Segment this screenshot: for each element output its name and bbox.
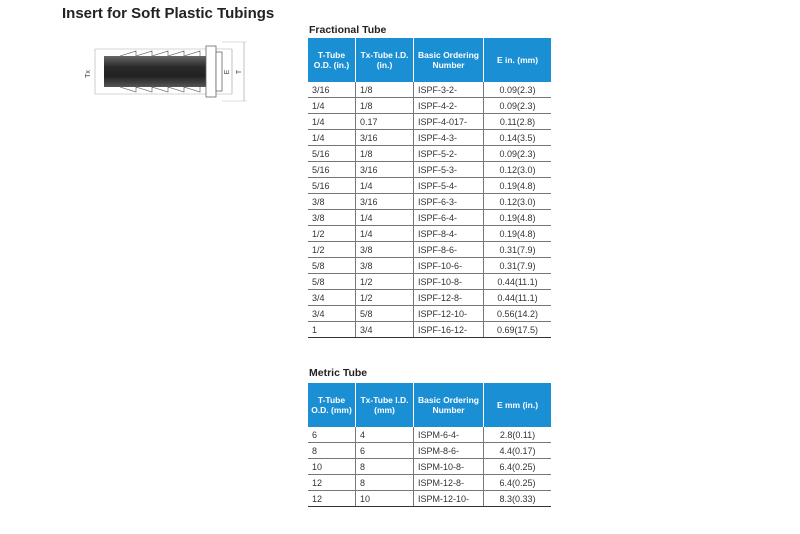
table-cell: 1/8 [356, 82, 414, 98]
table-cell: ISPM-8-6- [414, 443, 484, 459]
t-label: T [236, 69, 243, 75]
table-cell: 0.19(4.8) [484, 178, 552, 194]
table-cell: 3/16 [356, 162, 414, 178]
table-cell: 8 [356, 459, 414, 475]
column-header: Tx-Tube I.D. (in.) [356, 38, 414, 82]
metric-tube-title: Metric Tube [309, 367, 368, 379]
table-cell: ISPF-8-4- [414, 226, 484, 242]
table-header-row [308, 38, 551, 82]
table-cell: 1/8 [356, 98, 414, 114]
table-cell: 2.8(0.11) [484, 427, 552, 443]
table-cell: 0.11(2.8) [484, 114, 552, 130]
table-cell: ISPM-6-4- [414, 427, 484, 443]
table-cell: ISPF-3-2- [414, 82, 484, 98]
fractional-tube-table [308, 38, 551, 338]
table-cell: 1/2 [308, 226, 356, 242]
table-cell: ISPF-12-10- [414, 306, 484, 322]
table-cell: 0.12(3.0) [484, 194, 552, 210]
table-cell: 0.14(3.5) [484, 130, 552, 146]
table-cell: ISPM-12-8- [414, 475, 484, 491]
table-cell: 6 [308, 427, 356, 443]
table-cell: 12 [308, 475, 356, 491]
table-cell: 1/8 [356, 146, 414, 162]
table-cell: 3/16 [308, 82, 356, 98]
table-row [308, 475, 551, 491]
table-cell: 4 [356, 427, 414, 443]
table-header-row [308, 383, 551, 427]
table-cell: 0.44(11.1) [484, 290, 552, 306]
table-cell: 0.69(17.5) [484, 322, 552, 338]
table-cell: 3/4 [308, 290, 356, 306]
table-cell: ISPF-4-2- [414, 98, 484, 114]
table-cell: 3/4 [308, 306, 356, 322]
table-cell: ISPF-5-4- [414, 178, 484, 194]
table-cell: 3/8 [308, 194, 356, 210]
tx-label: Tx [85, 70, 92, 78]
metric-tube-table [308, 383, 551, 507]
table-cell: ISPF-6-4- [414, 210, 484, 226]
table-row [308, 130, 551, 146]
table-row [308, 210, 551, 226]
column-header: T-Tube O.D. (in.) [308, 38, 356, 82]
table-cell: ISPF-8-6- [414, 242, 484, 258]
table-row [308, 290, 551, 306]
table-cell: 0.31(7.9) [484, 258, 552, 274]
table-row [308, 322, 551, 338]
table-row [308, 146, 551, 162]
table-row [308, 491, 551, 507]
table-cell: 3/16 [356, 130, 414, 146]
table-cell: ISPF-5-2- [414, 146, 484, 162]
table-row [308, 226, 551, 242]
table-cell: 1/2 [356, 290, 414, 306]
table-cell: 5/8 [308, 274, 356, 290]
table-cell: 0.17 [356, 114, 414, 130]
table-cell: 5/8 [356, 306, 414, 322]
table-cell: 5/16 [308, 146, 356, 162]
table-cell: 0.09(2.3) [484, 82, 552, 98]
table-cell: 0.19(4.8) [484, 226, 552, 242]
table-cell: 6 [356, 443, 414, 459]
table-cell: ISPF-4-017- [414, 114, 484, 130]
table-cell: ISPF-4-3- [414, 130, 484, 146]
table-cell: ISPF-5-3- [414, 162, 484, 178]
table-cell: 0.09(2.3) [484, 98, 552, 114]
table-cell: 1/4 [356, 226, 414, 242]
table-cell: ISPM-12-10- [414, 491, 484, 507]
table-cell: 10 [308, 459, 356, 475]
table-cell: 6.4(0.25) [484, 475, 552, 491]
table-cell: 1/2 [308, 242, 356, 258]
column-header: E mm (in.) [484, 383, 552, 427]
column-header: Basic Ordering Number [414, 383, 484, 427]
insert-diagram [82, 36, 262, 116]
table-row [308, 194, 551, 210]
table-cell: 0.09(2.3) [484, 146, 552, 162]
table-row [308, 274, 551, 290]
table-cell: 1/4 [308, 114, 356, 130]
table-cell: 1 [308, 322, 356, 338]
table-cell: 3/8 [356, 242, 414, 258]
fractional-tube-body [308, 82, 551, 338]
table-cell: 0.12(3.0) [484, 162, 552, 178]
table-cell: 3/4 [356, 322, 414, 338]
table-cell: ISPF-16-12- [414, 322, 484, 338]
table-row [308, 258, 551, 274]
table-cell: 8.3(0.33) [484, 491, 552, 507]
table-cell: 5/8 [308, 258, 356, 274]
table-cell: 1/2 [356, 274, 414, 290]
table-cell: 3/8 [356, 258, 414, 274]
table-cell: 1/4 [308, 98, 356, 114]
table-cell: 1/4 [356, 210, 414, 226]
table-cell: 12 [308, 491, 356, 507]
table-row [308, 178, 551, 194]
table-row [308, 306, 551, 322]
table-cell: ISPF-10-8- [414, 274, 484, 290]
table-row [308, 242, 551, 258]
table-cell: 1/4 [308, 130, 356, 146]
table-cell: 0.31(7.9) [484, 242, 552, 258]
column-header: E in. (mm) [484, 38, 552, 82]
metric-tube-body [308, 427, 551, 507]
table-cell: 5/16 [308, 162, 356, 178]
table-cell: 6.4(0.25) [484, 459, 552, 475]
fractional-tube-title: Fractional Tube [309, 24, 387, 36]
table-cell: ISPM-10-8- [414, 459, 484, 475]
table-cell: 8 [308, 443, 356, 459]
table-cell: ISPF-6-3- [414, 194, 484, 210]
table-cell: 1/4 [356, 178, 414, 194]
table-cell: 8 [356, 475, 414, 491]
table-row [308, 82, 551, 98]
column-header: Basic Ordering Number [414, 38, 484, 82]
table-cell: 10 [356, 491, 414, 507]
table-row [308, 114, 551, 130]
column-header: T-Tube O.D. (mm) [308, 383, 356, 427]
table-row [308, 459, 551, 475]
column-header: Tx-Tube I.D. (mm) [356, 383, 414, 427]
table-cell: 0.56(14.2) [484, 306, 552, 322]
table-cell: 3/16 [356, 194, 414, 210]
table-cell: 0.19(4.8) [484, 210, 552, 226]
table-cell: ISPF-10-6- [414, 258, 484, 274]
table-cell: 0.44(11.1) [484, 274, 552, 290]
page-title: Insert for Soft Plastic Tubings [62, 5, 275, 22]
table-row [308, 443, 551, 459]
table-row [308, 427, 551, 443]
table-cell: 5/16 [308, 178, 356, 194]
e-label: E [224, 69, 231, 75]
table-row [308, 98, 551, 114]
table-cell: ISPF-12-8- [414, 290, 484, 306]
table-row [308, 162, 551, 178]
table-cell: 3/8 [308, 210, 356, 226]
table-cell: 4.4(0.17) [484, 443, 552, 459]
